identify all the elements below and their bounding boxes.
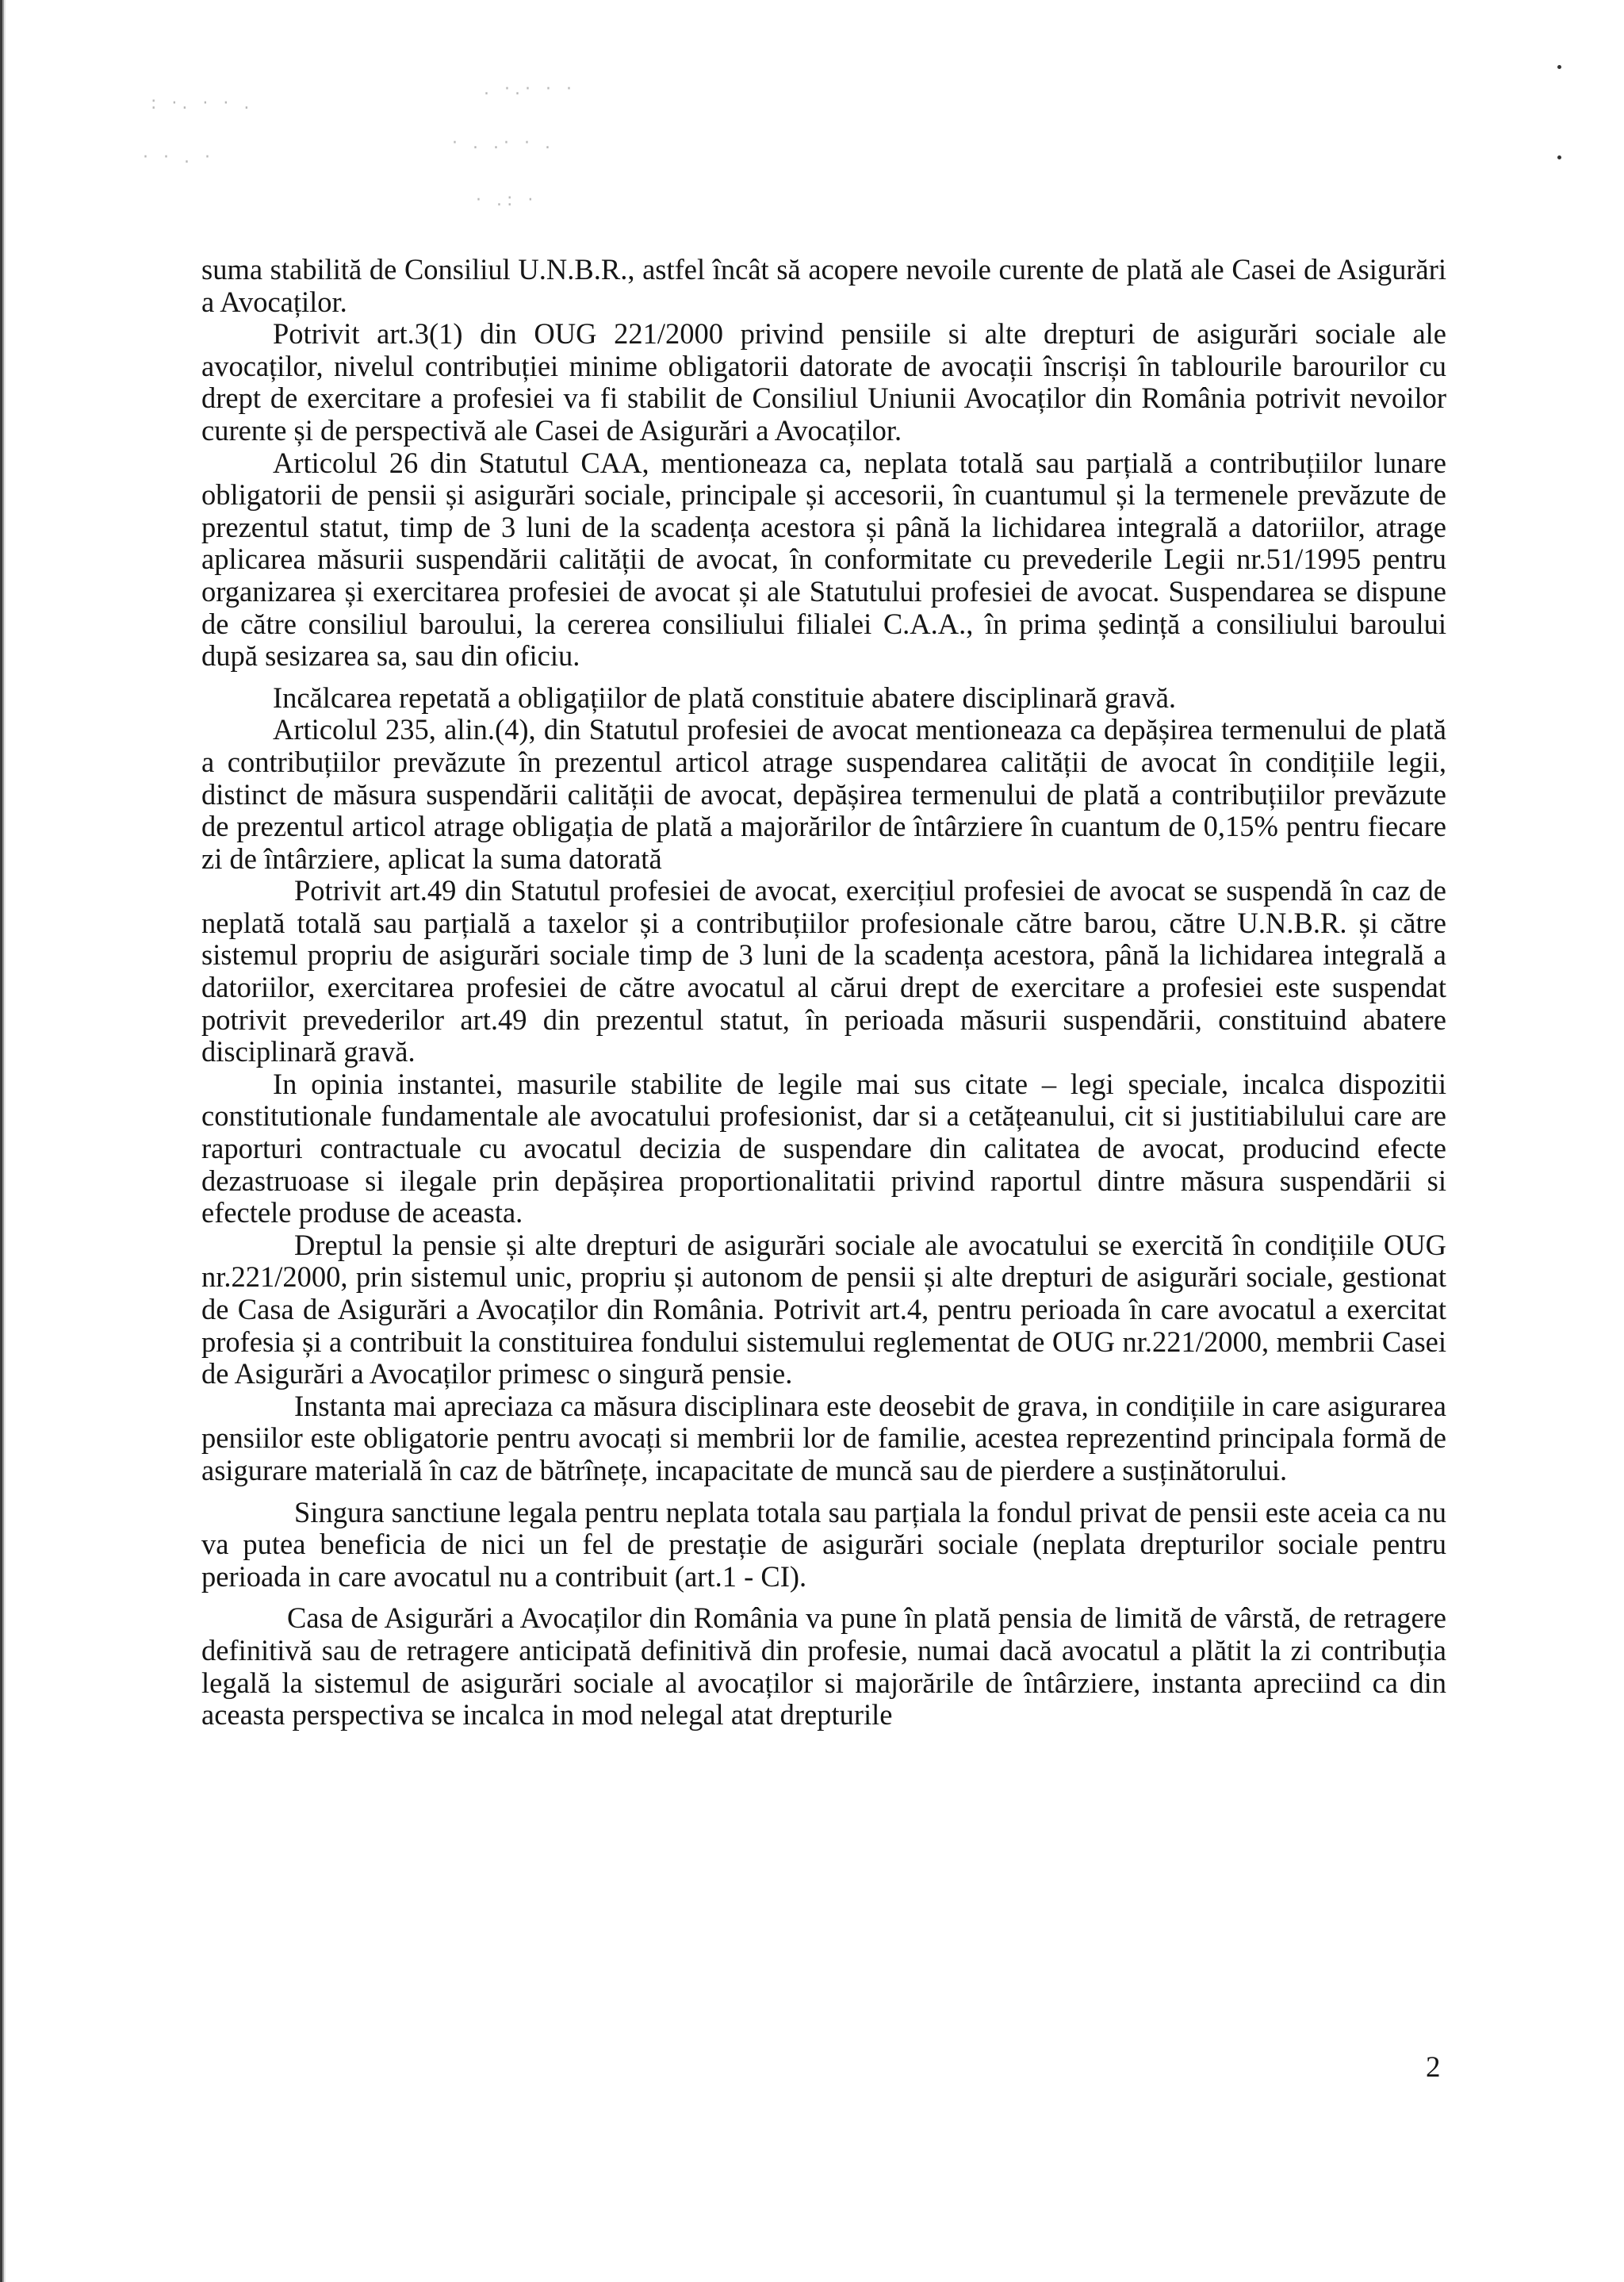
scan-edge-border (0, 0, 6, 2282)
paragraph: Dreptul la pensie și alte drepturi de asigurări sociale ale avocatului se exercită în condițiile OUG nr.221/2000, prin sistemul unic, propriu și autonom de pensii și alte drepturi de asigurări sociale, gestionat de Casa de Asigurări a Avocaților din România. Potrivit art.4, pentru perioada în care avocatul a exercitat profesia și a contribuit la constituirea fondului sistemului reglementat de OUG nr.221/2000, membrii Casei de Asigurări a Avocaților primesc o singură pensie. (201, 1228, 1446, 1390)
scan-noise: · · . · (143, 148, 215, 167)
paragraph: Instanta mai apreciaza ca măsura disciplinara este deosebit de grava, in condițiile in care asigurarea pensiilor este obligatorie pentru avocați si membrii lor de familie, acestea reprezentind principala formă de asigurare materială în caz de bătrînețe, incapacitate de muncă sau de pierdere a susținătorului. (201, 1389, 1446, 1486)
paragraph: Articolul 26 din Statutul CAA, mentioneaza ca, neplata totală sau parțială a contribuțiilor lunare obligatorii de pensii și asigurări sociale, principale și accesorii, în cuantumul și la termenele prevăzute de prezentul statut, timp de 3 luni de la scadența acestora și până la lichidarea integrală a datoriilor, atrage aplicarea măsurii suspendării calității de avocat, în conformitate cu prevederile Legii nr.51/1995 pentru organizarea și exercitarea profesiei de avocat și ale Statutului profesiei de avocat. Suspendarea se dispune de către consiliul baroului, la cererea consiliului filialei C.A.A., în prima ședință a consiliului baroului după sesizarea sa, sau din oficiu. (201, 446, 1446, 673)
scan-noise: . ·.· · · (484, 79, 576, 99)
scan-speck (1557, 65, 1561, 69)
scan-speck (1557, 155, 1561, 159)
paragraph: Casa de Asigurări a Avocaților din România va pune în plată pensia de limită de vârstă, de retragere definitivă sau de retragere anticipată definitivă din profesie, numai dacă avocatul a plătit la zi contribuția legală la sistemul de asigurări sociale al avocaților si majorările de întârziere, instanta apreciind ca din aceasta perspectiva se incalca in mod nelegal atat drepturile (201, 1601, 1446, 1732)
paragraph: Incălcarea repetată a obligațiilor de plată constituie abatere disciplinară gravă. (273, 681, 1177, 714)
paragraph: Potrivit art.49 din Statutul profesiei de avocat, exercițiul profesiei de avocat se suspendă în caz de neplată totală sau parțială a taxelor și a contribuțiilor profesionale către barou, către U.N.B.R. și către sistemul propriu de asigurări sociale timp de 3 luni de la scadența acestora, până la lichidarea integrală a datoriilor, exercitarea profesiei de către avocatul al cărui drept de exercitare a profesiei este suspendat potrivit prevederilor art.49 din prezentul statut, în perioada măsurii suspendării, constituind abatere disciplinară gravă. (201, 874, 1446, 1068)
paragraph: suma stabilită de Consiliul U.N.B.R., astfel încât să acopere nevoile curente de plată ale Casei de Asigurări a Avocaților. (201, 253, 1446, 318)
paragraph: Articolul 235, alin.(4), din Statutul profesiei de avocat mentioneaza ca depășirea termenului de plată a contribuțiilor prevăzute în prezentul articol atrage suspendarea calității de avocat în condițiile legii, distinct de măsura suspendării calității de avocat, depășirea termenului de plată a contribuțiilor prevăzute de prezentul articol atrage obligația de plată a majorărilor de întârziere în cuantum de 0,15% pentru fiecare zi de întârziere, aplicat la suma datorată (201, 713, 1446, 875)
document-body (201, 254, 1446, 1732)
paragraph: Singura sanctiune legala pentru neplata totala sau parțiala la fondul privat de pensii este aceia ca nu va putea beneficia de nici un fel de prestație de asigurări sociale (neplata drepturilor sociale pentru perioada in care avocatul nu a contribuit (art.1 - CI). (201, 1495, 1446, 1593)
paragraph: Potrivit art.3(1) din OUG 221/2000 privind pensiile si alte drepturi de asigurări sociale ale avocaților, nivelul contribuției minime obligatorii datorate de avocații înscriși în tablourile barourilor cu drept de exercitare a profesiei va fi stabilit de Consiliul Uniunii Avocaților din România potrivit nevoilor curente și de perspectivă ale Casei de Asigurări a Avocaților. (201, 317, 1446, 447)
paragraph: In opinia instantei, masurile stabilite de legile mai sus citate – legi speciale, incalca dispozitii constitutionale fundamentale ale avocatului profesionist, dar si a cetățeanului, cit si justitiabilului care are raporturi contractuale cu avocatul decizia de suspendare din calitatea de avocat, producind efecte dezastruoase si ilegale prin depășirea proportionalitatii privind raportul dintre măsura suspendării si efectele produse de aceasta. (201, 1067, 1446, 1229)
scan-noise: · . .· · . (452, 133, 555, 153)
page-number: 2 (1426, 2051, 1441, 2084)
scan-noise: · .: · (476, 190, 538, 210)
scan-noise: : ·. · · . (151, 94, 255, 113)
